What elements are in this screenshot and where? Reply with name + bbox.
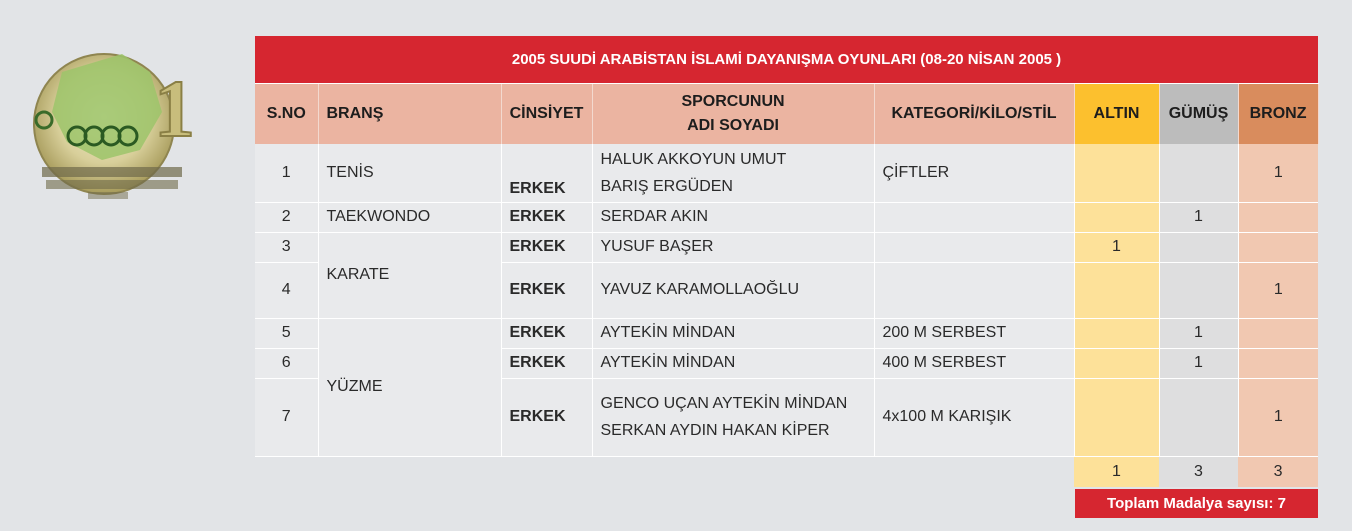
cell-athlete: AYTEKİN MİNDAN bbox=[592, 318, 874, 348]
cell-athlete bbox=[592, 144, 874, 202]
cell-kategori: ÇİFTLER bbox=[874, 144, 1074, 202]
cell-sno: 3 bbox=[255, 232, 318, 262]
cell-kategori: 200 M SERBEST bbox=[874, 318, 1074, 348]
cell-bronz: 1 bbox=[1238, 378, 1318, 456]
table-title: 2005 SUUDİ ARABİSTAN İSLAMİ DAYANIŞMA OYUNLARI (08-20 NİSAN 2005 ) bbox=[255, 36, 1318, 84]
header-sporcu-line1: SPORCUNUN bbox=[681, 93, 785, 110]
header-brans: BRANŞ bbox=[318, 84, 501, 145]
cell-cinsiyet: ERKEK bbox=[501, 378, 592, 456]
cell-kategori bbox=[874, 262, 1074, 318]
header-bronz: BRONZ bbox=[1238, 84, 1318, 145]
cell-altin bbox=[1074, 318, 1159, 348]
cell-sno: 7 bbox=[255, 378, 318, 456]
cell-cinsiyet: ERKEK bbox=[501, 202, 592, 232]
cell-sno: 6 bbox=[255, 348, 318, 378]
header-sno: S.NO bbox=[255, 84, 318, 145]
total-altin: 1 bbox=[1074, 456, 1159, 487]
cell-cinsiyet: ERKEK bbox=[501, 144, 592, 202]
medal-table bbox=[255, 36, 1319, 487]
cell-bronz bbox=[1238, 318, 1318, 348]
table-row bbox=[255, 144, 1318, 202]
cell-kategori bbox=[874, 202, 1074, 232]
cell-cinsiyet: ERKEK bbox=[501, 348, 592, 378]
cell-sno: 4 bbox=[255, 262, 318, 318]
header-gumus: GÜMÜŞ bbox=[1159, 84, 1238, 145]
totals-row bbox=[255, 456, 1318, 487]
cell-altin bbox=[1074, 378, 1159, 456]
svg-text:1: 1 bbox=[154, 63, 195, 154]
cell-altin bbox=[1074, 262, 1159, 318]
cell-gumus: 1 bbox=[1159, 318, 1238, 348]
islamic-games-logo-icon bbox=[22, 32, 202, 212]
cell-altin: 1 bbox=[1074, 232, 1159, 262]
cell-brans: TENİS bbox=[318, 144, 501, 202]
cell-sno: 2 bbox=[255, 202, 318, 232]
medal-table-container bbox=[255, 36, 1318, 512]
cell-altin bbox=[1074, 348, 1159, 378]
cell-gumus bbox=[1159, 232, 1238, 262]
cell-bronz: 1 bbox=[1238, 144, 1318, 202]
cell-cinsiyet: ERKEK bbox=[501, 232, 592, 262]
cell-sno: 1 bbox=[255, 144, 318, 202]
athlete-line2: BARIŞ ERGÜDEN bbox=[600, 177, 733, 195]
cell-altin bbox=[1074, 144, 1159, 202]
cell-gumus bbox=[1159, 262, 1238, 318]
total-medal-count: Toplam Madalya sayısı: 7 bbox=[1075, 489, 1318, 518]
totals-spacer bbox=[255, 456, 1074, 487]
cell-brans: TAEKWONDO bbox=[318, 202, 501, 232]
cell-altin bbox=[1074, 202, 1159, 232]
table-row bbox=[255, 202, 1318, 232]
table-row bbox=[255, 232, 1318, 262]
cell-brans: YÜZME bbox=[318, 318, 501, 456]
cell-athlete: SERDAR AKIN bbox=[592, 202, 874, 232]
cell-bronz bbox=[1238, 202, 1318, 232]
cell-gumus bbox=[1159, 144, 1238, 202]
header-kategori: KATEGORİ/KİLO/STİL bbox=[874, 84, 1074, 145]
cell-bronz bbox=[1238, 232, 1318, 262]
cell-cinsiyet: ERKEK bbox=[501, 262, 592, 318]
cell-bronz: 1 bbox=[1238, 262, 1318, 318]
header-row bbox=[255, 84, 1318, 145]
cell-gumus: 1 bbox=[1159, 202, 1238, 232]
total-gumus: 3 bbox=[1159, 456, 1238, 487]
cell-cinsiyet: ERKEK bbox=[501, 318, 592, 348]
cell-sno: 5 bbox=[255, 318, 318, 348]
table-row bbox=[255, 318, 1318, 348]
header-altin: ALTIN bbox=[1074, 84, 1159, 145]
header-sporcu bbox=[592, 84, 874, 145]
cell-kategori bbox=[874, 232, 1074, 262]
athlete-line2: SERKAN AYDIN HAKAN KİPER bbox=[600, 422, 830, 439]
athlete-line1: GENCO UÇAN AYTEKİN MİNDAN bbox=[600, 395, 848, 412]
total-bronz: 3 bbox=[1238, 456, 1318, 487]
athlete-line1: HALUK AKKOYUN UMUT bbox=[600, 150, 787, 168]
cell-brans: KARATE bbox=[318, 232, 501, 318]
cell-athlete bbox=[592, 378, 874, 456]
header-cinsiyet: CİNSİYET bbox=[501, 84, 592, 145]
cell-bronz bbox=[1238, 348, 1318, 378]
cell-kategori: 4x100 M KARIŞIK bbox=[874, 378, 1074, 456]
cell-gumus bbox=[1159, 378, 1238, 456]
header-sporcu-line2: ADI SOYADI bbox=[687, 117, 779, 134]
cell-kategori: 400 M SERBEST bbox=[874, 348, 1074, 378]
cell-athlete: AYTEKİN MİNDAN bbox=[592, 348, 874, 378]
cell-athlete: YUSUF BAŞER bbox=[592, 232, 874, 262]
cell-athlete: YAVUZ KARAMOLLAOĞLU bbox=[592, 262, 874, 318]
cell-gumus: 1 bbox=[1159, 348, 1238, 378]
